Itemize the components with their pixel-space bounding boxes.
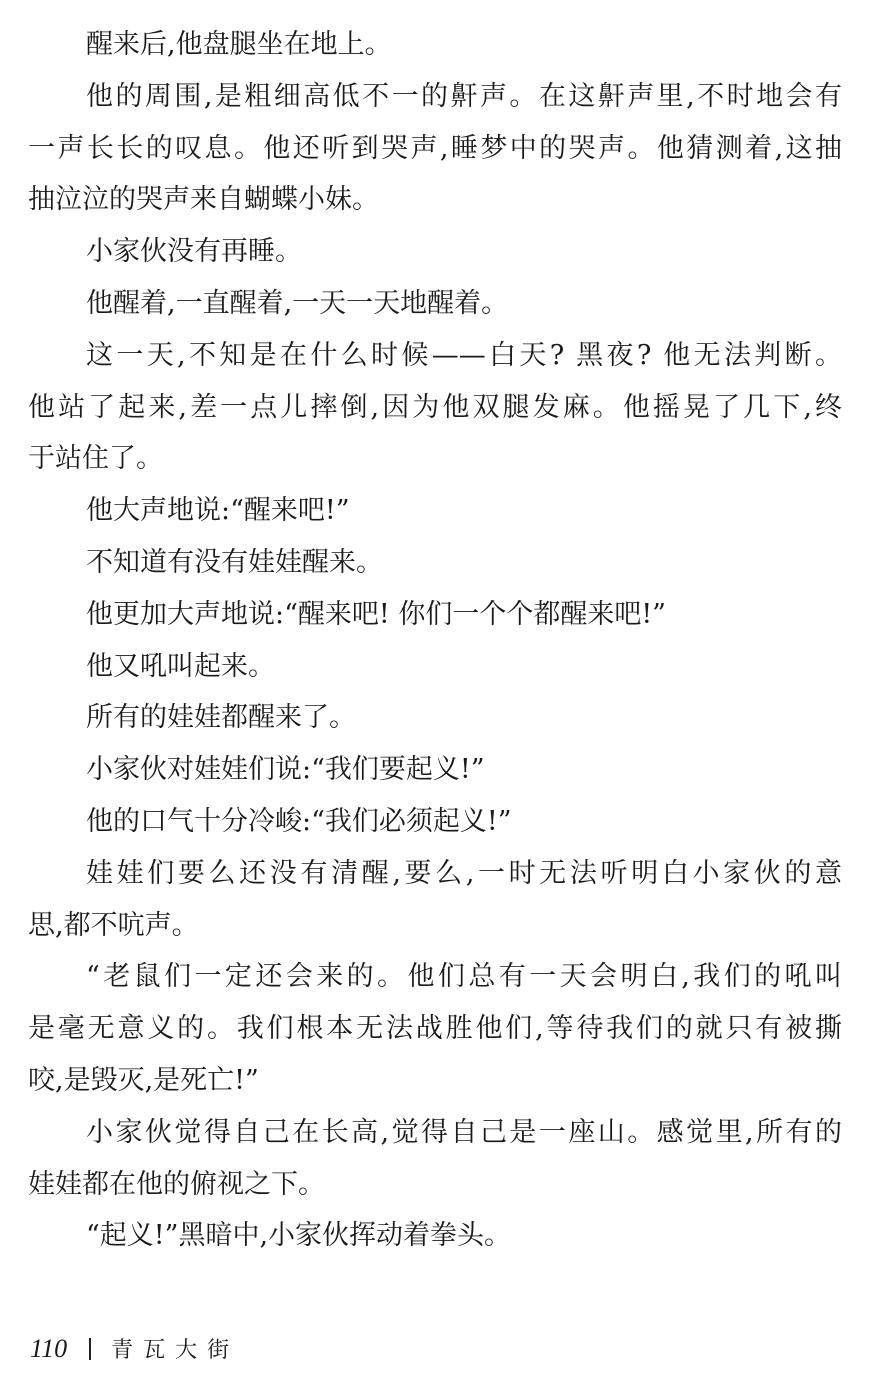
paragraph	[28, 537, 842, 589]
paragraph	[28, 19, 842, 71]
paragraph	[28, 641, 842, 693]
text-line: 不知道有没有娃娃醒来。	[86, 546, 383, 578]
text-line: 他更加大声地说:“醒来吧! 你们一个个都醒来吧!”	[86, 598, 666, 630]
book-title: 青瓦大街	[111, 1338, 240, 1363]
text-line: 咬,是毁灭,是死亡!”	[28, 1064, 259, 1096]
text-line: 于站住了。	[28, 443, 163, 475]
paragraph	[28, 330, 842, 485]
paragraph	[28, 692, 842, 744]
text-line: 他醒着,一直醒着,一天一天地醒着。	[86, 287, 509, 319]
body-text	[28, 19, 842, 1262]
paragraph	[28, 278, 842, 330]
text-line: 他的周围,是粗细高低不一的鼾声。在这鼾声里,不时地会有	[86, 80, 842, 112]
paragraph	[28, 71, 842, 226]
text-line: 娃娃都在他的俯视之下。	[28, 1168, 325, 1200]
text-line: “老鼠们一定还会来的。他们总有一天会明白,我们的吼叫	[86, 961, 842, 993]
text-line: 一声长长的叹息。他还听到哭声,睡梦中的哭声。他猜测着,这抽	[28, 132, 842, 164]
paragraph	[28, 1107, 842, 1211]
text-line: 小家伙对娃娃们说:“我们要起义!”	[86, 754, 485, 786]
text-line: 他大声地说:“醒来吧!”	[86, 495, 350, 527]
text-line: 所有的娃娃都醒来了。	[86, 702, 356, 734]
paragraph	[28, 951, 842, 1106]
text-line: 是毫无意义的。我们根本无法战胜他们,等待我们的就只有被撕	[28, 1013, 842, 1045]
paragraph	[28, 848, 842, 952]
paragraph	[28, 1210, 842, 1262]
text-line: 这一天,不知是在什么时候——白天? 黑夜? 他无法判断。	[86, 339, 842, 371]
text-line: 醒来后,他盘腿坐在地上。	[86, 29, 392, 60]
page-footer	[30, 1333, 239, 1364]
text-line: 抽泣泣的哭声来自蝴蝶小妹。	[28, 184, 379, 216]
paragraph	[28, 796, 842, 848]
text-line: 小家伙没有再睡。	[86, 236, 302, 268]
text-line: 娃娃们要么还没有清醒,要么,一时无法听明白小家伙的意	[86, 857, 842, 889]
text-line: 小家伙觉得自己在长高,觉得自己是一座山。感觉里,所有的	[86, 1116, 842, 1148]
text-line: 他的口气十分冷峻:“我们必须起义!”	[86, 805, 512, 837]
paragraph	[28, 589, 842, 641]
footer-divider	[89, 1338, 91, 1360]
page-number: 110	[30, 1333, 68, 1363]
paragraph	[28, 226, 842, 278]
text-line: 他站了起来,差一点儿摔倒,因为他双腿发麻。他摇晃了几下,终	[28, 391, 842, 423]
text-line: 思,都不吭声。	[28, 909, 199, 941]
paragraph	[28, 744, 842, 796]
paragraph	[28, 485, 842, 537]
text-line: 他又吼叫起来。	[86, 650, 275, 682]
text-line: “起义!”黑暗中,小家伙挥动着拳头。	[86, 1220, 512, 1252]
